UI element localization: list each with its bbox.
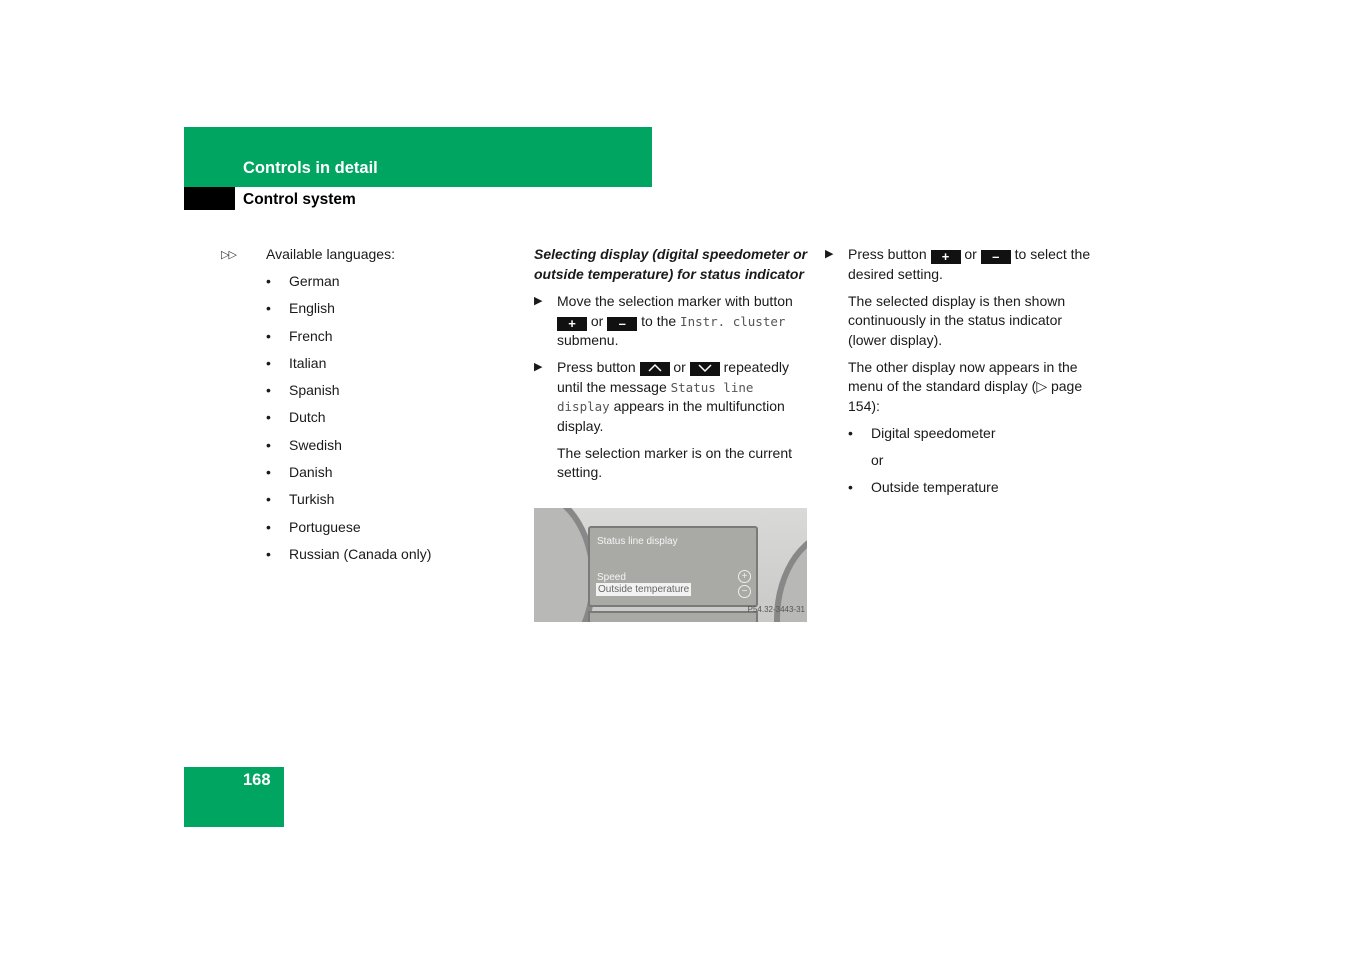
paragraph: The selected display is then shown continuously in the status indicator (lower display). — [848, 292, 1066, 348]
subsection-title: Control system — [243, 191, 356, 208]
language-name: Dutch — [289, 409, 326, 426]
list-item — [266, 272, 506, 299]
step-arrow-icon: ▶ — [534, 295, 543, 307]
language-name: Russian (Canada only) — [289, 545, 432, 562]
continuation-mark: ▷▷ — [221, 249, 236, 261]
language-name: English — [289, 300, 335, 317]
step-2 — [534, 358, 808, 436]
display-options-list — [825, 478, 1095, 498]
bullet-icon: • — [266, 327, 271, 344]
step-text: or — [673, 359, 686, 375]
down-button-icon — [690, 362, 720, 376]
multifunction-display — [588, 526, 758, 607]
minus-button-icon: – — [607, 317, 637, 331]
minus-button-icon: – — [981, 250, 1011, 264]
bullet-icon: • — [266, 300, 271, 317]
plus-circle-icon: + — [738, 570, 751, 583]
or-text: or — [871, 451, 884, 468]
step-text: to select the desired setting. — [848, 246, 1091, 282]
page-number: 168 — [243, 771, 271, 789]
bullet-icon: • — [848, 478, 853, 495]
step-3 — [825, 245, 1095, 284]
plus-button-icon: + — [557, 317, 587, 331]
step-text: or — [590, 312, 604, 329]
bullet-icon: • — [266, 409, 271, 426]
section-title: Controls in detail — [243, 159, 378, 177]
bullet-icon: • — [266, 382, 271, 399]
list-item — [266, 518, 506, 545]
list-item — [266, 490, 506, 517]
language-name: Italian — [289, 354, 327, 371]
bullet-icon: • — [266, 464, 271, 481]
instructions-column — [534, 245, 808, 490]
list-item — [266, 381, 506, 408]
display-photo — [534, 508, 807, 622]
bullet-icon: • — [266, 545, 271, 562]
list-item — [266, 299, 506, 326]
step-text: to the — [641, 312, 677, 329]
languages-column — [266, 245, 506, 572]
languages-intro: Available languages: — [266, 246, 395, 262]
display-options-list — [825, 424, 1095, 444]
bullet-icon: • — [266, 273, 271, 289]
display-option-outside-temperature: Outside temperature — [598, 584, 690, 595]
list-item — [266, 408, 506, 435]
lower-display — [588, 611, 758, 622]
step-text: repeatedly until the message — [557, 359, 790, 395]
step-text: Press button — [557, 359, 636, 375]
step-text: or — [964, 246, 977, 262]
selection-note: The selection marker is on the current setting. — [557, 444, 792, 480]
language-name: Danish — [289, 464, 333, 481]
language-name: Turkish — [289, 491, 335, 508]
list-item — [266, 463, 506, 490]
display-option-speed: Speed — [597, 572, 626, 583]
step-text: Press button — [848, 246, 927, 262]
header-tab-marker — [184, 187, 235, 210]
message-name: Status line display — [557, 379, 754, 414]
step-text: appears in the multifunction display. — [557, 398, 785, 434]
language-name: Spanish — [289, 382, 340, 399]
step-arrow-icon: ▶ — [534, 361, 543, 373]
display-menu-title: Status line display — [597, 536, 678, 547]
right-column — [825, 245, 1095, 505]
list-item — [266, 327, 506, 354]
bullet-icon: • — [848, 424, 853, 441]
step-1 — [534, 292, 808, 351]
option-name: Outside temperature — [871, 478, 999, 495]
step-arrow-icon: ▶ — [825, 248, 834, 260]
language-name: French — [289, 327, 333, 344]
bullet-icon: • — [266, 491, 271, 508]
language-name: German — [289, 273, 340, 289]
list-item — [848, 478, 1095, 498]
left-gauge — [534, 508, 596, 622]
bullet-icon: • — [266, 436, 271, 453]
language-list — [266, 272, 506, 572]
step-text: submenu. — [557, 332, 619, 348]
procedure-heading: Selecting display (digital speedometer or outside temperature) for status indicator — [534, 246, 808, 282]
language-name: Swedish — [289, 436, 342, 453]
photo-code: P54.32-3443-31 — [747, 604, 805, 614]
bullet-icon: • — [266, 354, 271, 371]
step-text: Move the selection marker with button — [557, 293, 793, 309]
bullet-icon: • — [266, 518, 271, 535]
menu-name: Instr. cluster — [680, 313, 786, 329]
option-name: Digital speedometer — [871, 424, 996, 441]
list-item — [266, 436, 506, 463]
paragraph: The other display now appears in the menu of the standard display (▷ page 154): — [848, 358, 1083, 414]
minus-circle-icon: − — [738, 585, 751, 598]
list-item — [848, 424, 1095, 444]
up-button-icon — [640, 362, 670, 376]
plus-button-icon: + — [931, 250, 961, 264]
language-name: Portuguese — [289, 518, 361, 535]
list-item — [266, 354, 506, 381]
list-item — [266, 545, 506, 572]
